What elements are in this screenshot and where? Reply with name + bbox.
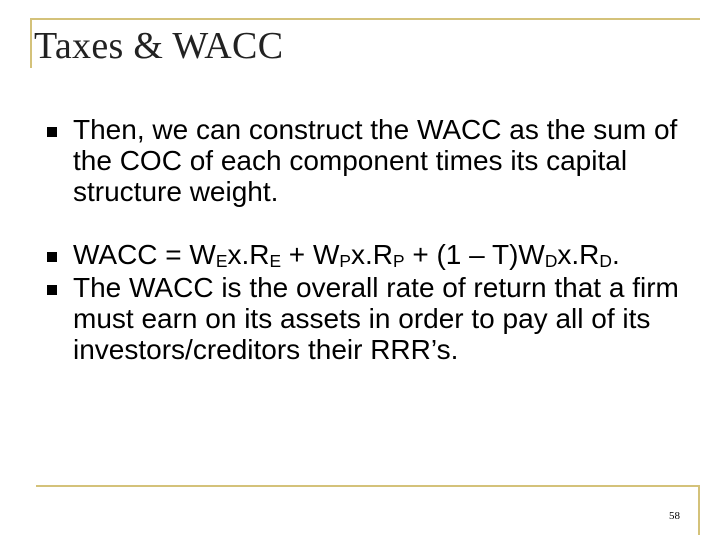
bullet-marker xyxy=(47,285,57,295)
slide-title: Taxes & WACC xyxy=(34,25,284,67)
bullet-marker xyxy=(47,127,57,137)
bullet-marker xyxy=(47,252,57,262)
bullet-text-1: Then, we can construct the WACC as the sum of the COC of each component times its capital structure weight. xyxy=(73,114,678,207)
bullet-text-3: The WACC is the overall rate of return that a firm must earn on its assets in order to pay all of its investors/creditors their RRR’s. xyxy=(73,272,679,365)
bullet-formula: WACC = $W_Ex.R_E + W_Px.R_P + (1 - T)W_Dx.R_D$. xyxy=(73,239,620,271)
left-rule xyxy=(30,18,32,68)
right-rule xyxy=(698,485,700,535)
bottom-rule xyxy=(36,485,700,487)
page-number: 58 xyxy=(669,510,680,522)
top-rule xyxy=(30,18,700,20)
